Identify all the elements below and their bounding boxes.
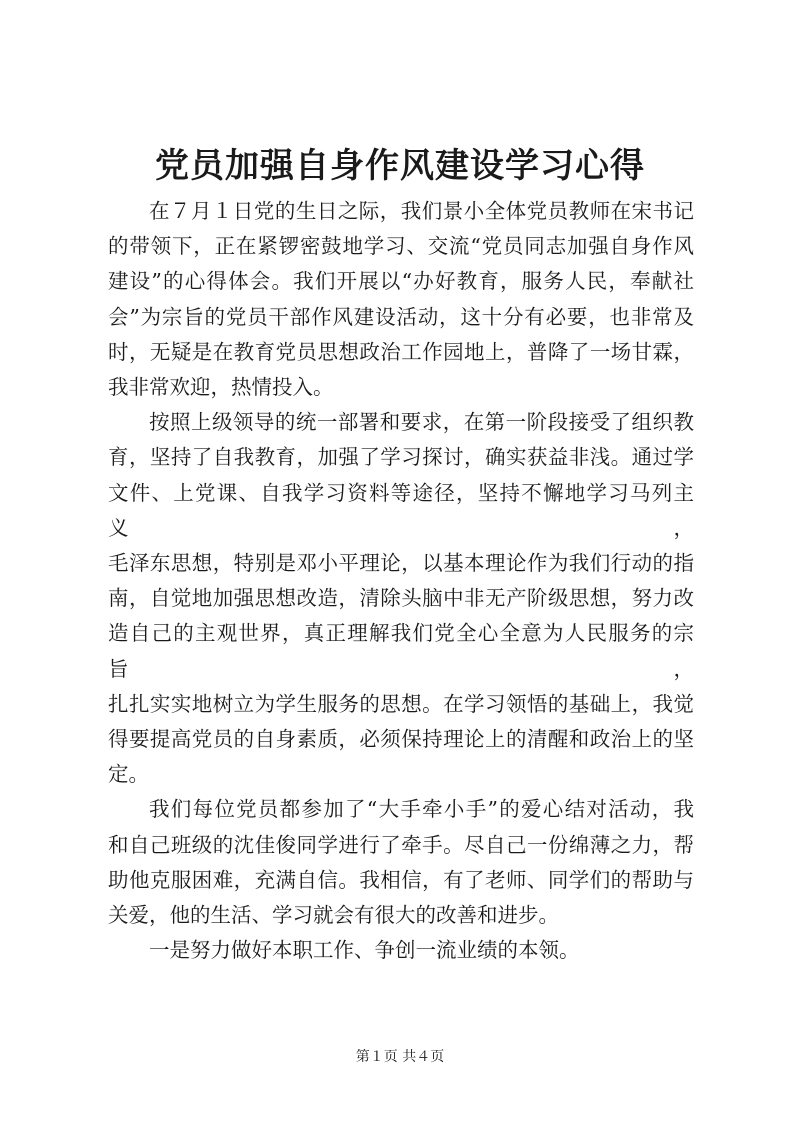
text-line: 文件、上党课、自我学习资料等途径，坚持不懈地学习马列主义， — [108, 480, 694, 540]
paragraph — [108, 933, 694, 968]
text-line: 的带领下，正在紧锣密鼓地学习、交流“党员同志加强自身作风 — [108, 234, 694, 259]
text-line: 扎扎实实地树立为学生服务的思想。在学习领悟的基础上，我觉 — [108, 691, 694, 716]
document-title: 党员加强自身作风建设学习心得 — [155, 146, 645, 186]
text-line: 助他克服困难，充满自信。我相信，有了老师、同学们的帮助与 — [108, 867, 694, 892]
text-line: 定。 — [108, 762, 149, 787]
text-line: 育，坚持了自我教育，加强了学习探讨，确实获益非浅。通过学 — [108, 445, 694, 470]
text-line: 时，无疑是在教育党员思想政治工作园地上，普降了一场甘霖， — [108, 339, 694, 364]
text-line: 一是努力做好本职工作、争创一流业绩的本领。 — [149, 938, 580, 963]
text-line: 关爱，他的生活、学习就会有很大的改善和进步。 — [108, 903, 559, 928]
text-line: 按照上级领导的统一部署和要求，在第一阶段接受了组织教 — [149, 410, 694, 435]
text-line: 南，自觉地加强思想改造，清除头脑中非无产阶级思想，努力改 — [108, 586, 694, 611]
text-line: 和自己班级的沈佳俊同学进行了牵手。尽自己一份绵薄之力，帮 — [108, 832, 694, 857]
text-line: 造自己的主观世界，真正理解我们党全心全意为人民服务的宗旨， — [108, 621, 694, 681]
paragraph — [108, 792, 694, 933]
paragraph — [108, 194, 694, 405]
paragraph — [108, 405, 694, 792]
document-body — [108, 194, 694, 968]
text-line: 我非常欢迎，热情投入。 — [108, 375, 334, 400]
text-line: 得要提高党员的自身素质，必须保持理论上的清醒和政治上的坚 — [108, 727, 694, 752]
text-line: 会”为宗旨的党员干部作风建设活动，这十分有必要，也非常及 — [108, 304, 694, 329]
text-line: 我们每位党员都参加了“大手牵小手”的爱心结对活动，我 — [149, 797, 694, 822]
text-line: 毛泽东思想，特别是邓小平理论，以基本理论作为我们行动的指 — [108, 551, 694, 576]
text-line: 建设”的心得体会。我们开展以“办好教育，服务人民，奉献社 — [108, 269, 694, 294]
page-number-footer: 第１页 共４页 — [355, 1049, 445, 1065]
text-line: 在７月１日党的生日之际，我们景小全体党员教师在宋书记 — [149, 199, 694, 223]
